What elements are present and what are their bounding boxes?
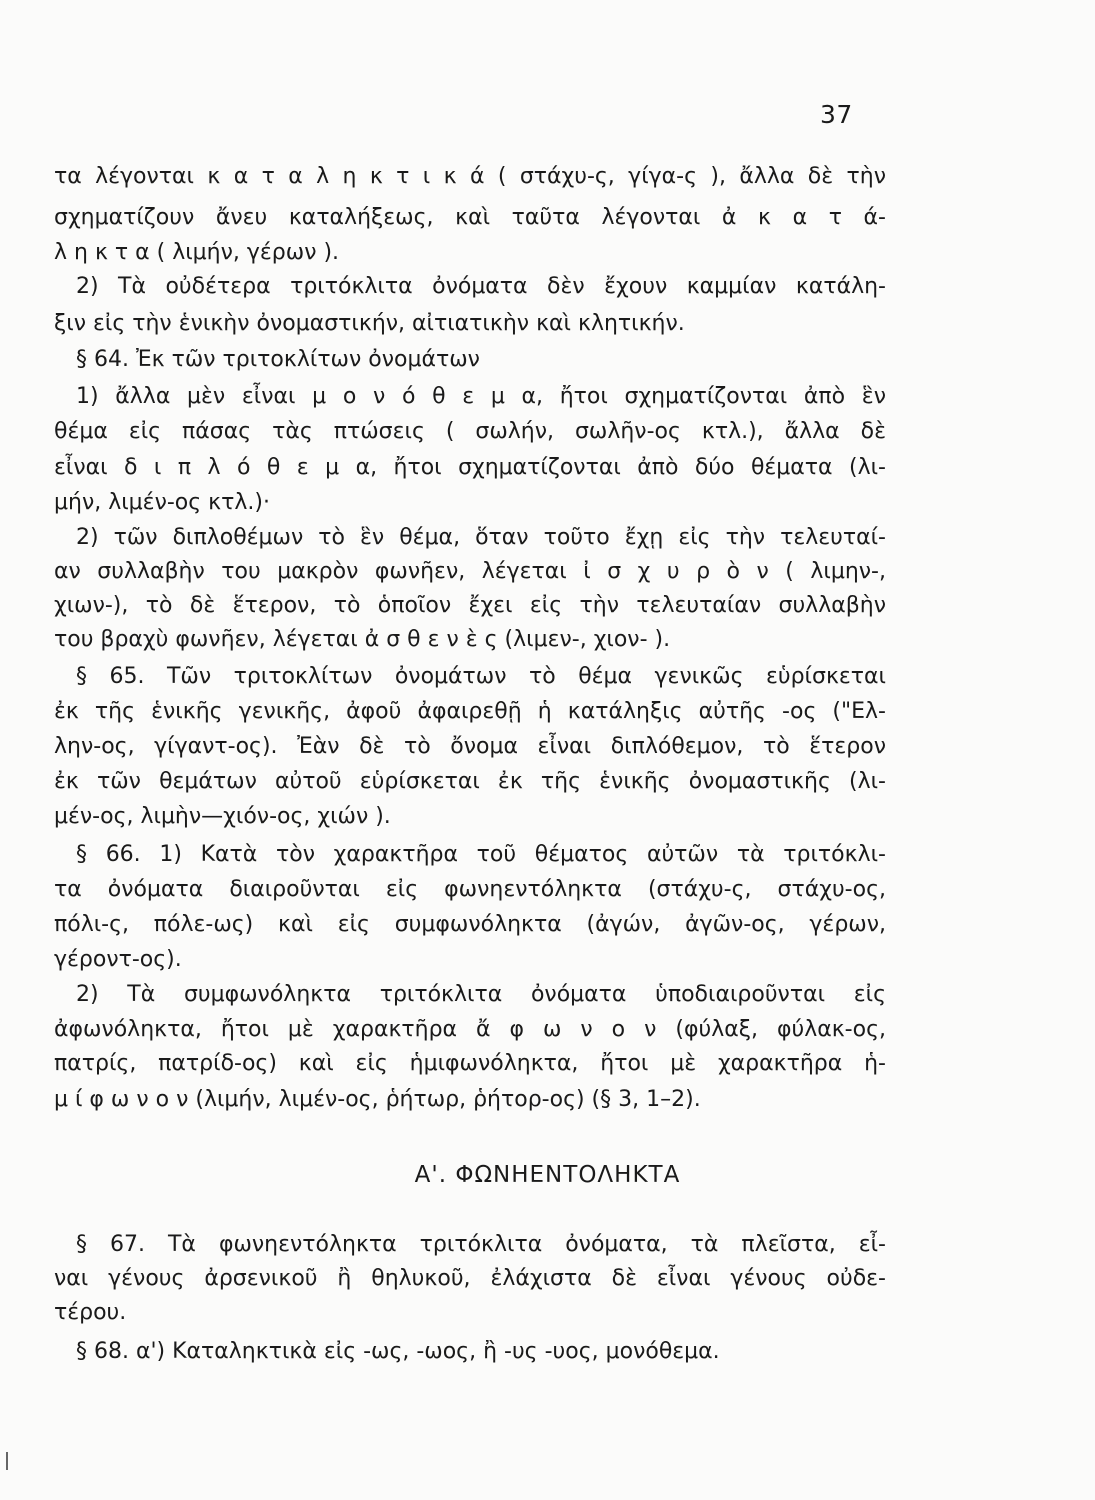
section-68-heading: § 68. α') Καταληκτικὰ εἰς -ως, -ωος, ἢ -υς -υος, μονόθεμα.	[76, 1339, 720, 1364]
page-number: 37	[820, 100, 853, 129]
scan-margin-mark	[6, 1452, 8, 1470]
text-line: λ η κ τ α ( λιμήν, γέρων ).	[54, 240, 340, 265]
section-64-heading: § 64. Ἐκ τῶν τριτοκλίτων ὀνομάτων	[76, 347, 480, 372]
text-line: αν συλλαβὴν του μακρὸν φωνῆεν, λέγεται ἰ σ χ υ ρ ὸ ν ( λιμην-,	[54, 559, 886, 584]
section-66-heading: § 66. 1) Κατὰ τὸν χαρακτῆρα τοῦ θέματος αὐτῶν τὰ τριτόκλι-	[76, 842, 886, 867]
text-line: γέροντ-ος).	[54, 947, 182, 972]
text-line: μήν, λιμέν-ος κτλ.)·	[54, 490, 270, 515]
text-line: εἶναι δ ι π λ ό θ ε μ α, ἤτοι σχηματίζονται ἀπὸ δύο θέματα (λι-	[54, 455, 886, 480]
text-line: ἐκ τῶν θεμάτων αὐτοῦ εὑρίσκεται ἐκ τῆς ἑνικῆς ὀνομαστικῆς (λι-	[54, 769, 886, 794]
text-line: τα ὀνόματα διαιροῦνται εἰς φωνηεντόληκτα (στάχυ-ς, στάχυ-ος,	[54, 877, 886, 902]
text-line: μέν-ος, λιμὴν—χιόν-ος, χιών ).	[54, 804, 391, 829]
text-line: λην-ος, γίγαντ-ος). Ἐὰν δὲ τὸ ὄνομα εἶναι διπλόθεμον, τὸ ἕτερον	[54, 734, 886, 759]
text-line: ἐκ τῆς ἑνικῆς γενικῆς, ἀφοῦ ἀφαιρεθῇ ἡ κατάληξις αὐτῆς -ος ("Ελ-	[54, 699, 886, 724]
text-line: χιων-), τὸ δὲ ἕτερον, τὸ ὁποῖον ἔχει εἰς τὴν τελευταίαν συλλαβὴν	[54, 593, 886, 618]
text-line: 2) Τὰ οὐδέτερα τριτόκλιτα ὀνόματα δὲν ἔχουν καμμίαν κατάλη-	[76, 274, 886, 299]
text-line: πατρίς, πατρίδ-ος) καὶ εἰς ἡμιφωνόληκτα, ἤτοι μὲ χαρακτῆρα ἡ-	[54, 1051, 886, 1076]
text-line: ναι γένους ἀρσενικοῦ ἢ θηλυκοῦ, ἐλάχιστα δὲ εἶναι γένους οὐδε-	[54, 1266, 886, 1291]
text-line: 1) ἄλλα μὲν εἶναι μ ο ν ό θ ε μ α, ἤτοι σχηματίζονται ἀπὸ ἓν	[76, 384, 886, 409]
text-line: πόλι-ς, πόλε-ως) καὶ εἰς συμφωνόληκτα (ἀγών, ἀγῶν-ος, γέρων,	[54, 912, 886, 937]
text-line: ἀφωνόληκτα, ἤτοι μὲ χαρακτῆρα ἄ φ ω ν ο ν (φύλαξ, φύλακ-ος,	[54, 1017, 886, 1042]
text-line: τέρου.	[54, 1300, 127, 1325]
text-line: ξιν εἰς τὴν ἑνικὴν ὀνομαστικήν, αἰτιατικὴν καὶ κλητικήν.	[54, 311, 685, 336]
text-line: μ ί φ ω ν ο ν (λιμήν, λιμέν-ος, ῥήτωρ, ῥήτορ-ος) (§ 3, 1–2).	[54, 1087, 701, 1112]
text-line: σχηματίζουν ἄνευ καταλήξεως, καὶ ταῦτα λέγονται ἀ κ α τ ά-	[54, 205, 886, 230]
section-65-heading: § 65. Τῶν τριτοκλίτων ὀνομάτων τὸ θέμα γενικῶς εὑρίσκεται	[76, 664, 886, 689]
text-line: τα λέγονται κ α τ α λ η κ τ ι κ ά ( στάχυ-ς, γίγα-ς ), ἄλλα δὲ τὴν	[54, 164, 886, 189]
text-line: 2) Τὰ συμφωνόληκτα τριτόκλιτα ὀνόματα ὑποδιαιροῦνται εἰς	[76, 982, 886, 1007]
section-67-heading: § 67. Τὰ φωνηεντόληκτα τριτόκλιτα ὀνόματα, τὰ πλεῖστα, εἶ-	[76, 1232, 886, 1257]
text-line: 2) τῶν διπλοθέμων τὸ ἓν θέμα, ὅταν τοῦτο ἔχῃ εἰς τὴν τελευταί-	[76, 525, 886, 550]
text-line: του βραχὺ φωνῆεν, λέγεται ἀ σ θ ε ν ὲ ς (λιμεν-, χιον- ).	[54, 627, 671, 652]
text-line: θέμα εἰς πάσας τὰς πτώσεις ( σωλήν, σωλῆν-ος κτλ.), ἄλλα δὲ	[54, 419, 886, 444]
section-heading: Α'. ΦΩΝΗΕΝΤΟΛΗΚΤΑ	[414, 1162, 681, 1188]
